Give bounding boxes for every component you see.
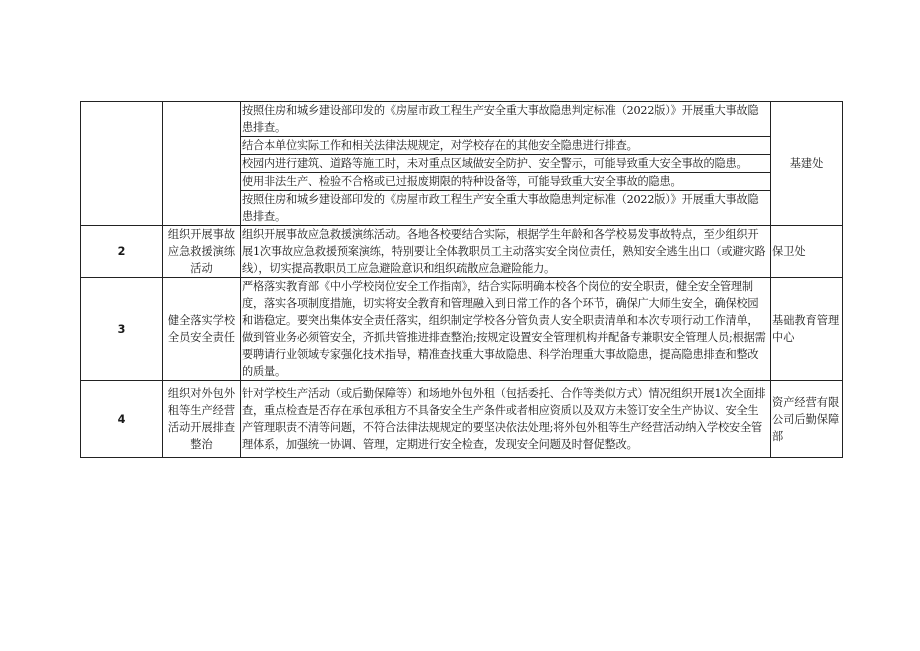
measure-cell: 组织开展事故应急救援演练活动。各地各校要结合实际，根据学生年龄和各学校易发事故特点，至少组织开展1次事故应急救援预案演练，特别要让全体教职员工主动落实安全岗位责任，熟知安全逃生出口（或避灾路线），切实提高教职员工应急避险意识和组织疏散应急避险能力。 [241, 226, 771, 278]
responsible-dept: 基建处 [771, 102, 843, 226]
responsible-dept: 资产经营有限公司后勤保障部 [771, 381, 843, 458]
row-number: 2 [81, 226, 163, 278]
task-item: 组织对外包外租等生产经营活动开展排查整治 [163, 381, 241, 458]
table-row [81, 102, 843, 137]
measure-cell: 结合本单位实际工作和相关法律法规规定，对学校存在的其他安全隐患进行排查。 [241, 137, 771, 155]
table-row [81, 226, 843, 278]
safety-inspection-table [80, 101, 843, 458]
measure-cell: 按照住房和城乡建设部印发的《房屋市政工程生产安全重大事故隐患判定标准（2022版）》开展重大事故隐患排查。 [241, 102, 771, 137]
responsible-dept: 保卫处 [771, 226, 843, 278]
table-row [81, 278, 843, 381]
row-number: 4 [81, 381, 163, 458]
measure-cell: 严格落实教育部《中小学校岗位安全工作指南》，结合实际明确本校各个岗位的安全职责，健全安全管理制度，落实各项制度措施，切实将安全教育和管理融入到日常工作的各个环节，确保广大师生安全，确保校园和谐稳定。要突出集体安全责任落实，组织制定学校各分管负责人安全职责清单和本次专项行动工作清单，做到管业务必须管安全，齐抓共管推进排查整治;按规定设置安全管理机构并配备专兼职安全管理人员;根据需要聘请行业领域专家强化技术指导，精准查找重大事故隐患、科学治理重大事故隐患，提高隐患排查和整改的质量。 [241, 278, 771, 381]
row-number [81, 102, 163, 226]
task-item [163, 102, 241, 226]
measure-cell: 使用非法生产、检验不合格或已过报废期限的特种设备等，可能导致重大安全事故的隐患。 [241, 173, 771, 191]
table-row [81, 381, 843, 458]
measure-cell: 针对学校生产活动（或后勤保障等）和场地外包外租（包括委托、合作等类似方式）情况组织开展1次全面排查，重点检查是否存在承包承租方不具备安全生产条件或者相应资质以及双方未签订安全生产协议、安全生产管理职责不清等问题，不符合法律法规规定的要坚决依法处理;将外包外租等生产经营活动纳入学校安全管理体系，加强统一协调、管理，定期进行安全检查，发现安全问题及时督促整改。 [241, 381, 771, 458]
task-item: 组织开展事故应急救援演练活动 [163, 226, 241, 278]
row-number: 3 [81, 278, 163, 381]
measure-cell: 校园内进行建筑、道路等施工时，未对重点区域做安全防护、安全警示，可能导致重大安全事故的隐患。 [241, 155, 771, 173]
responsible-dept: 基础教育管理中心 [771, 278, 843, 381]
task-item: 健全落实学校全员安全责任 [163, 278, 241, 381]
measure-cell: 按照住房和城乡建设部印发的《房屋市政工程生产安全重大事故隐患判定标准（2022版）》开展重大事故隐患排查。 [241, 191, 771, 226]
